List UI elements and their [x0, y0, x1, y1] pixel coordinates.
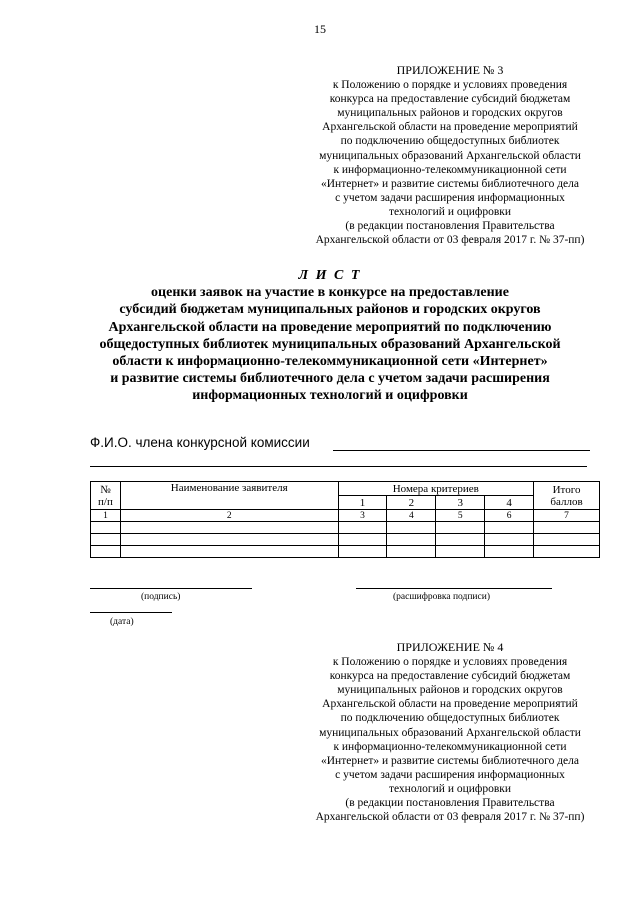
appendix-4-block: [300, 640, 600, 824]
col-number-line1: №: [100, 483, 111, 496]
page-number: 15: [314, 22, 326, 36]
col-number-header: [91, 482, 121, 510]
commission-member-field: [90, 435, 590, 450]
col-total-line2: баллов: [550, 495, 583, 508]
appendix-3-line: (в редакции постановления Правительства: [345, 220, 555, 233]
appendix-3-line: по подключению общедоступных библиотек: [340, 135, 560, 148]
appendix-3-line: технологий и оцифровки: [388, 205, 512, 218]
table-row[interactable]: [91, 522, 600, 534]
appendix-4-line: (в редакции постановления Правительства: [345, 797, 555, 810]
member-name-line-2[interactable]: [90, 466, 587, 467]
appendix-4-line: Архангельской области от 03 февраля 2017 г. № 37-пп): [315, 811, 585, 824]
appendix-4-line: «Интернет» и развитие системы библиотечного дела: [321, 754, 579, 767]
date-line[interactable]: [90, 612, 172, 613]
numbering-cell: 3: [338, 510, 387, 522]
col-criteria-header: Номера критериев: [338, 482, 534, 496]
appendix-4-line: к информационно-телекоммуникационной сети: [333, 740, 567, 753]
title-heading: Л И С Т: [298, 268, 362, 283]
appendix-3-line: «Интернет» и развитие системы библиотечного дела: [321, 177, 579, 190]
member-name-line[interactable]: [333, 450, 590, 451]
appendix-3-line: Архангельской области на проведение мероприятий: [322, 121, 578, 134]
title-line: субсидий бюджетам муниципальных районов и городских округов: [119, 302, 541, 318]
signature-label: (подпись): [141, 592, 181, 602]
appendix-4-line: Архангельской области на проведение мероприятий: [322, 698, 578, 711]
appendix-4-line: муниципальных районов и городских округов: [337, 684, 563, 697]
appendix-4-line: технологий и оцифровки: [388, 782, 512, 795]
table-row[interactable]: [91, 534, 600, 546]
appendix-3-line: к информационно-телекоммуникационной сети: [333, 163, 567, 176]
title-line: оценки заявок на участие в конкурсе на предоставление: [151, 285, 509, 301]
numbering-cell: 7: [534, 510, 600, 522]
appendix-4-line: к Положению о порядке и условиях проведения: [332, 656, 568, 669]
numbering-row: [91, 510, 600, 522]
appendix-3-block: [300, 63, 600, 247]
appendix-3-line: конкурса на предоставление субсидий бюджетам: [329, 93, 571, 106]
appendix-3-line: муниципальных образований Архангельской области: [319, 149, 581, 162]
date-label: (дата): [110, 617, 134, 627]
criterion-header: 2: [387, 496, 436, 510]
numbering-cell: 5: [436, 510, 485, 522]
signature-decode-line[interactable]: [356, 588, 552, 589]
appendix-4-line: конкурса на предоставление субсидий бюджетам: [329, 670, 571, 683]
criterion-header: 4: [485, 496, 534, 510]
appendix-4-line: по подключению общедоступных библиотек: [340, 712, 560, 725]
title-line: общедоступных библиотек муниципальных образований Архангельской: [99, 336, 561, 352]
title-line: и развитие системы библиотечного дела с учетом задачи расширения: [110, 371, 550, 387]
criterion-header: 3: [436, 496, 485, 510]
appendix-4-title: ПРИЛОЖЕНИЕ № 4: [396, 640, 504, 654]
appendix-3-line: Архангельской области от 03 февраля 2017 г. № 37-пп): [315, 234, 585, 247]
appendix-3-line: к Положению о порядке и условиях проведения: [332, 79, 568, 92]
appendix-3-line: муниципальных районов и городских округов: [337, 107, 563, 120]
commission-member-label: Ф.И.О. члена конкурсной комиссии: [90, 435, 310, 450]
appendix-3-title: ПРИЛОЖЕНИЕ № 3: [396, 63, 504, 77]
col-number-line2: п/п: [98, 495, 113, 508]
col-total-line1: Итого: [552, 483, 581, 496]
evaluation-table: [90, 481, 600, 558]
title-line: информационных технологий и оцифровки: [192, 388, 468, 404]
title-line: Архангельской области на проведение мероприятий по подключению: [108, 319, 552, 335]
numbering-cell: 4: [387, 510, 436, 522]
appendix-3-line: с учетом задачи расширения информационных: [335, 191, 565, 204]
signature-decode-label: (расшифровка подписи): [393, 592, 490, 602]
numbering-cell: 6: [485, 510, 534, 522]
numbering-cell: 2: [120, 510, 338, 522]
document-title: [60, 267, 600, 405]
col-applicant-header: Наименование заявителя: [120, 482, 338, 510]
appendix-4-line: муниципальных образований Архангельской области: [319, 726, 581, 739]
title-line: области к информационно-телекоммуникационной сети «Интернет»: [112, 354, 548, 370]
signature-line[interactable]: [90, 588, 252, 589]
table-row[interactable]: [91, 546, 600, 558]
numbering-cell: 1: [91, 510, 121, 522]
criterion-header: 1: [338, 496, 387, 510]
appendix-4-line: с учетом задачи расширения информационных: [335, 768, 565, 781]
col-total-header: [534, 482, 600, 510]
